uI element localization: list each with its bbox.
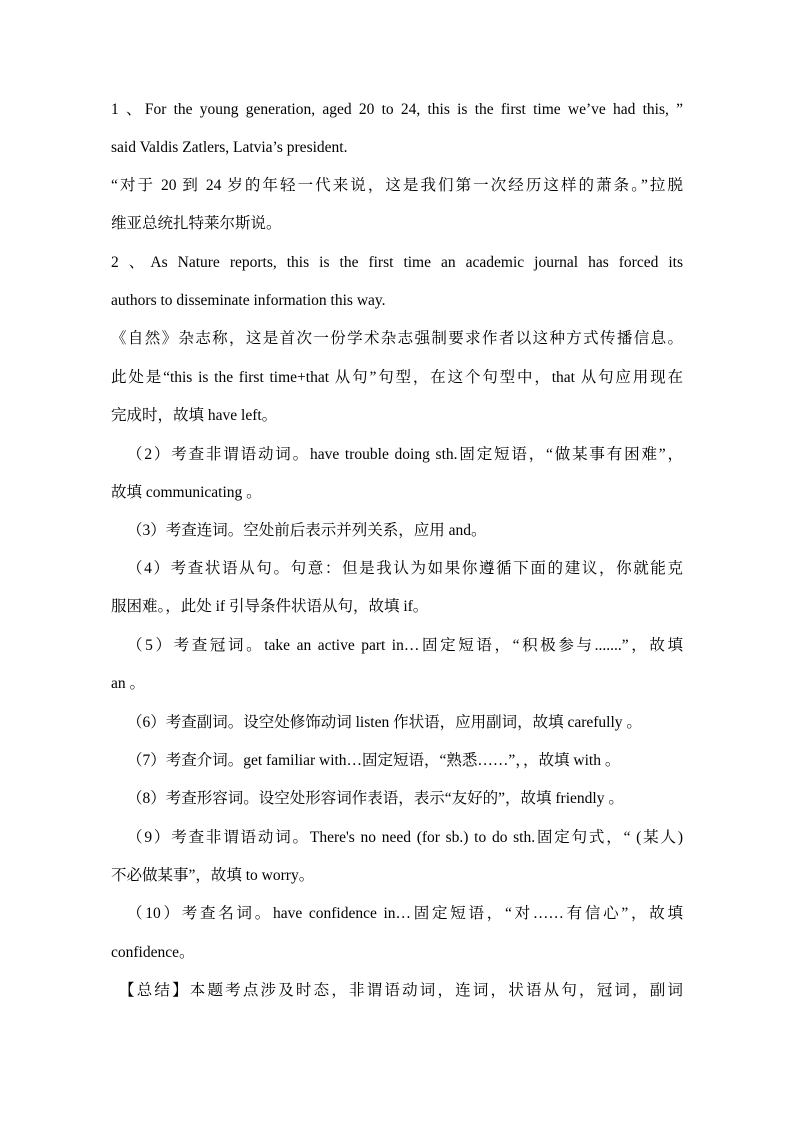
text-line: 完成时，故填 have left。: [111, 407, 278, 424]
text-line: 服困难。，此处 if 引导条件状语从句，故填 if。: [111, 598, 429, 615]
text-line: 此处是“this is the first time+that 从句”句型，在这个句型中，that 从句应用现在: [111, 369, 683, 386]
text-line: （5）考查冠词。take an active part in…固定短语，“积极参与.......”，故填: [127, 637, 683, 654]
text-line: （10）考查名词。have confidence in…固定短语，“对……有信心”，故填: [127, 905, 683, 922]
text-line: 《自然》杂志称，这是首次一份学术杂志强制要求作者以这种方式传播信息。: [111, 330, 683, 347]
text-line: （3）考查连词。空处前后表示并列关系，应用 and。: [127, 522, 487, 539]
text-line: an 。: [111, 675, 146, 692]
text-line: 故填 communicating 。: [111, 484, 262, 501]
text-line: authors to disseminate information this way.: [111, 292, 386, 309]
text-line: “对于 20 到 24 岁的年轻一代来说，这是我们第一次经历这样的萧条。”拉脱: [111, 177, 683, 194]
text-line: 2 、As Nature reports, this is the first time an academic journal has forced its: [111, 254, 683, 271]
text-line: （7）考查介词。get familiar with…固定短语，“熟悉……”，，故填 with 。: [127, 752, 621, 769]
text-line: （9）考查非谓语动词。There's no need (for sb.) to do sth.固定句式，“ (某人): [127, 829, 683, 846]
text-line: 【总结】本题考点涉及时态，非谓语动词，连词，状语从句，冠词，副词: [119, 982, 683, 999]
text-line: 维亚总统扎特莱尔斯说。: [111, 215, 282, 232]
text-line: 1 、For the young generation, aged 20 to 24, this is the first time we’ve had this, ”: [111, 101, 683, 118]
text-line: 不必做某事”，故填 to worry。: [111, 867, 315, 884]
text-line: （2）考查非谓语动词。have trouble doing sth.固定短语，“做某事有困难”，: [127, 446, 683, 463]
text-line: （6）考查副词。设空处修饰动词 listen 作状语，应用副词，故填 carefully 。: [127, 714, 642, 731]
text-line: （4）考查状语从句。句意：但是我认为如果你遵循下面的建议，你就能克: [127, 560, 683, 577]
text-line: （8）考查形容词。设空处形容词作表语，表示“友好的”，故填 friendly 。: [127, 790, 624, 807]
text-line: confidence。: [111, 944, 195, 961]
text-line: said Valdis Zatlers, Latvia’s president.: [111, 139, 348, 156]
